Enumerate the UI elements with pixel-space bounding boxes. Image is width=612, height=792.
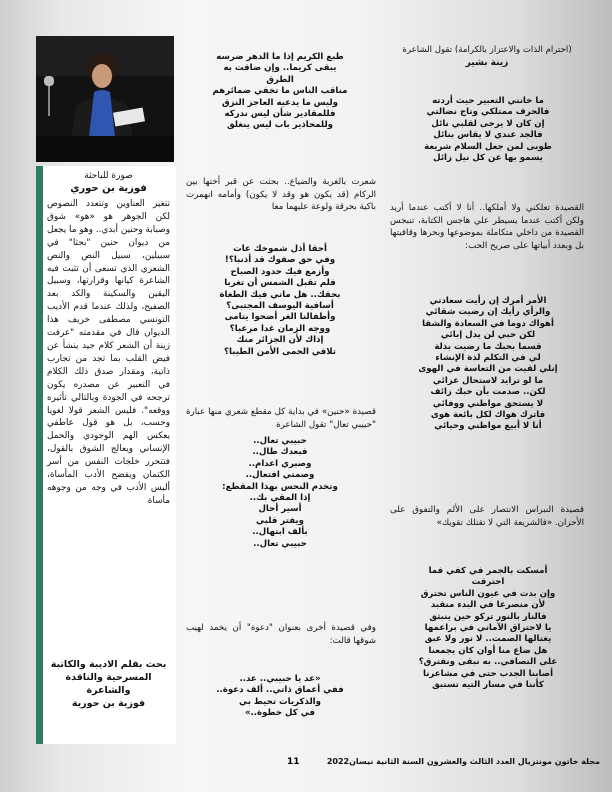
poem-line: وفي حق صفوك قد أذنبا؟! — [224, 255, 336, 266]
poem-line: احترقت — [471, 577, 505, 588]
magazine-footer: مجلة خاتون مونتريال العدد الثالث والعشرون السنة الثانية نيسان2022 — [326, 757, 600, 766]
poem-line: وللمحاذير باب ليس ينغلق — [226, 120, 334, 131]
poem-line: إذاك لأن الجزائر منك — [236, 335, 324, 346]
poem-line: حبيبي تعال.. — [253, 436, 307, 446]
poem-line: ووجه الزمان غدا مرعبا؟ — [229, 323, 331, 334]
poem-line: حبيبي تعال.. — [253, 538, 307, 549]
poem-line: أصابنا الجدب حتى في مشاعرنا — [422, 668, 554, 679]
poem-line: أسير أحال — [258, 504, 302, 515]
middle-paragraph-3: وفي قصيدة أخرى بعنوان "دعوة" أن يخمد لهيب شوقها قالت: — [186, 623, 376, 646]
poem-line: لي في التكلم لذة الإنشاء — [435, 353, 541, 364]
poem-line: الطرق — [266, 74, 294, 85]
poem-line: مناقب الناس ما تخفي ضمائرهم — [212, 86, 348, 97]
sidebar-panel — [36, 166, 176, 744]
poem-line: إذا المقي بك.. — [249, 493, 311, 504]
poem-line: وأزمع فيك حدود الصباح — [230, 266, 330, 277]
poem-line: وصمتي افتعال.. — [245, 470, 315, 481]
poem-line: يسمو بها عن كل نيل زائل — [433, 153, 543, 164]
poem-top-middle — [182, 52, 378, 132]
poem-line: فللمقادير شأن ليس ندركه — [224, 109, 336, 120]
poem-line: فلم تقبل الشمس أن تغربا — [224, 278, 336, 289]
poem-line: لأن منصرعا في البدء منقبد — [430, 600, 546, 611]
right-paragraph-2: قصيدة النبراس الانتصار على الألم والتفوق على الأحزان. «فالشريعة التي لا تقتلك تقويك» — [390, 505, 584, 528]
poem-line: أحقا أذل شموخك عات — [233, 244, 327, 254]
poem-line: قسما بحبك ما رضيت بذلة — [434, 341, 542, 352]
intro-line: (احترام الذات والاعتزاز بالكرامة) تقول الشاعرة — [402, 45, 572, 55]
poem-bottom-right — [388, 566, 588, 691]
poem-line: يغتالها الصمت.. لا نور ولا عبق — [424, 634, 552, 645]
poem-line: يبقى كريما.. وإن ضاقت به — [223, 63, 337, 74]
poem-line: فالنار بالنور تركو حين ينبثق — [429, 611, 547, 622]
poem-line: فالجد عندي لا يقاس بنائل — [433, 130, 543, 141]
poem-end-middle — [182, 674, 378, 720]
poem-line: وتخدم النحس بهذا المقطع: — [222, 481, 338, 492]
sidebar-body-text: تتغير العناوين وتتعدد النصوص لكن الجوهر هو «هو» شوق وصبابة وحنين أبدي.. وهو ما يجعل من ديوان حنين "بحثا" في سبيلين، سبيل النص والنص الشعري الذي تسعى أن تثبت فيه الشاعرة كيانها وقرارتها، وسبيل اليقين والسكينة والكد بعد الصفيح، ولذلك عندما قدم الأديب التونسي مصطفى خريف هذا الديوان قال في مقدمته "عرفت زينة أن الشعر كلام جيد ينشأ عن فيض القلب بما تجد من تجارب ذاتية، ومقدار صدق ذلك الكلام في التعبير عن مصدره يكون ترجحه في الجودة وبالتالي تأثيره ووقعه". فليس الشعر قولا لغويا وحسب، بل هو قول عاطفي يعكس الهم الوجودي والحمل الإنساني ويعالج الشوق بالقول، فتتحرر خلجات النفس من أسر الكتمان ويفضح الأدب المأساة، أليس الأدب في وجه من وجوهه مأساة — [47, 199, 170, 506]
sidebar-author-name: فوزية بن حوري — [70, 182, 147, 194]
poem-line: أهواك دوما في السعادة والشقا — [422, 318, 554, 329]
poem-line: كأننا في مسار التيه تستبق — [432, 680, 544, 691]
right-header — [388, 44, 586, 69]
poem-line: على التصافي.. به نبقى ونفترق؟ — [418, 657, 558, 668]
poem-line: أنا لا أبيع مواطني وحيائي — [434, 421, 542, 432]
poem-line: وصبري اعدام.. — [248, 458, 312, 469]
poem-line: في كل خطوة..» — [244, 708, 316, 719]
author-photo-illustration — [36, 36, 174, 162]
poem-line: فاترك هواك لكل بائعة هوى — [430, 410, 546, 421]
signature-line-1: بحث بقلم الاديبة والكاتبة — [50, 659, 167, 670]
poem-line: الأمر أمرك إن رأيت سعادتي — [429, 296, 547, 306]
poem-line: تلاقي الحمى الأمن الطيبا؟ — [223, 346, 337, 357]
poem-line: ففي أعماق ذاتي.. ألف دعوة.. — [216, 685, 344, 696]
right-paragraph-1: القصيدة تعلكني ولا أملكها.. أنا لا أكتب عندما أريد ولكن أكتب عندما يسيطر علي هاجس الكتابة، تنبجس القصيدة من داخلي متكاملة بموضوعها وبحرها وقافيتها بل وبعدد أبياتها على صريح الحب: — [390, 203, 584, 251]
poem-line: بحقك.. هل ماتي فيك الطغاة — [219, 289, 341, 300]
poem-line: ما لو ترايد لاستحال عزائي — [432, 375, 544, 386]
poem-line: هل ضاع منا أوان كان يجمعنا — [428, 645, 548, 656]
poem-line: طوبى لمن جعل السلام شريعة — [424, 141, 552, 152]
poem-line: وأطفالنا الغر أضحوا يتامى — [224, 312, 336, 323]
poem-line: ويفتر قلبي — [256, 515, 304, 526]
poem-line: فالحرف ممتلكي وتاج نضالتي — [426, 107, 550, 118]
poem-line: وإن بدت في عيون الناس تحترق — [420, 588, 556, 599]
signature-line-3: والشاعرة — [86, 685, 131, 696]
poem-top-right — [388, 96, 588, 164]
poem-lower-middle — [182, 436, 378, 550]
poem-line: لكن.. صدمت بأن حبك زائف — [430, 387, 546, 398]
poem-line: وليس ما يدعيه العاجز النزق — [221, 97, 339, 108]
poet-name: زينة بشير — [465, 57, 509, 68]
poem-line: «عد يا حبيبي.. عد.. — [239, 674, 321, 684]
poem-middle-middle — [182, 244, 378, 358]
middle-paragraph-2: قصيدة «حنين» في بداية كل مقطع شعري منها عبارة "حبيبي تعال" تقول الشاعرة — [186, 407, 376, 430]
page-number: 11 — [287, 757, 300, 767]
poem-line: أمسكت بالجمر في كفي فما — [428, 566, 548, 576]
photo-caption: صورة للباحثة — [84, 171, 133, 181]
poem-line: والرأي رأيك إن رضيت شقائي — [425, 307, 551, 318]
poem-line: ما خانني التعبير حيث أردته — [432, 96, 544, 106]
signature-name: فوزية بن حورية — [71, 698, 146, 709]
poem-line: بألف ابتهال.. — [252, 527, 308, 538]
poem-line: فبعدك طال.. — [252, 447, 308, 458]
poem-line: لا يستحق مواطني ووفائي — [432, 398, 544, 409]
middle-column — [182, 52, 378, 132]
middle-paragraph-1: شعرت بالغربة والضياع.. بحثت عن قبر أختها بين الركام (قد يكون هو وقد لا يكون) وأمامه انهمرت باكية بحرقة ولوعة عليهما معا — [186, 177, 376, 213]
poem-line: والذكريات تحيط بي — [239, 696, 321, 707]
signature-line-2: المسرحية والناقدة — [65, 672, 152, 683]
author-photo — [36, 36, 174, 162]
poem-line: لكن حبي لن يدل إبائي — [440, 330, 536, 341]
poem-line: إنلي لقيت من التعاسة في الهوى — [418, 364, 558, 375]
poem-line: إن كان لا يرجى لقلبي نائل — [431, 118, 545, 129]
poem-line: طبع الكريم إذا ما الدهر ضرسه — [216, 52, 344, 62]
poem-line: أسافية اليوسف المجتبى؟ — [226, 301, 334, 312]
poem-line: يا لاحتراق الآماني في براعمها — [424, 623, 552, 634]
poem-middle-right — [388, 296, 588, 433]
